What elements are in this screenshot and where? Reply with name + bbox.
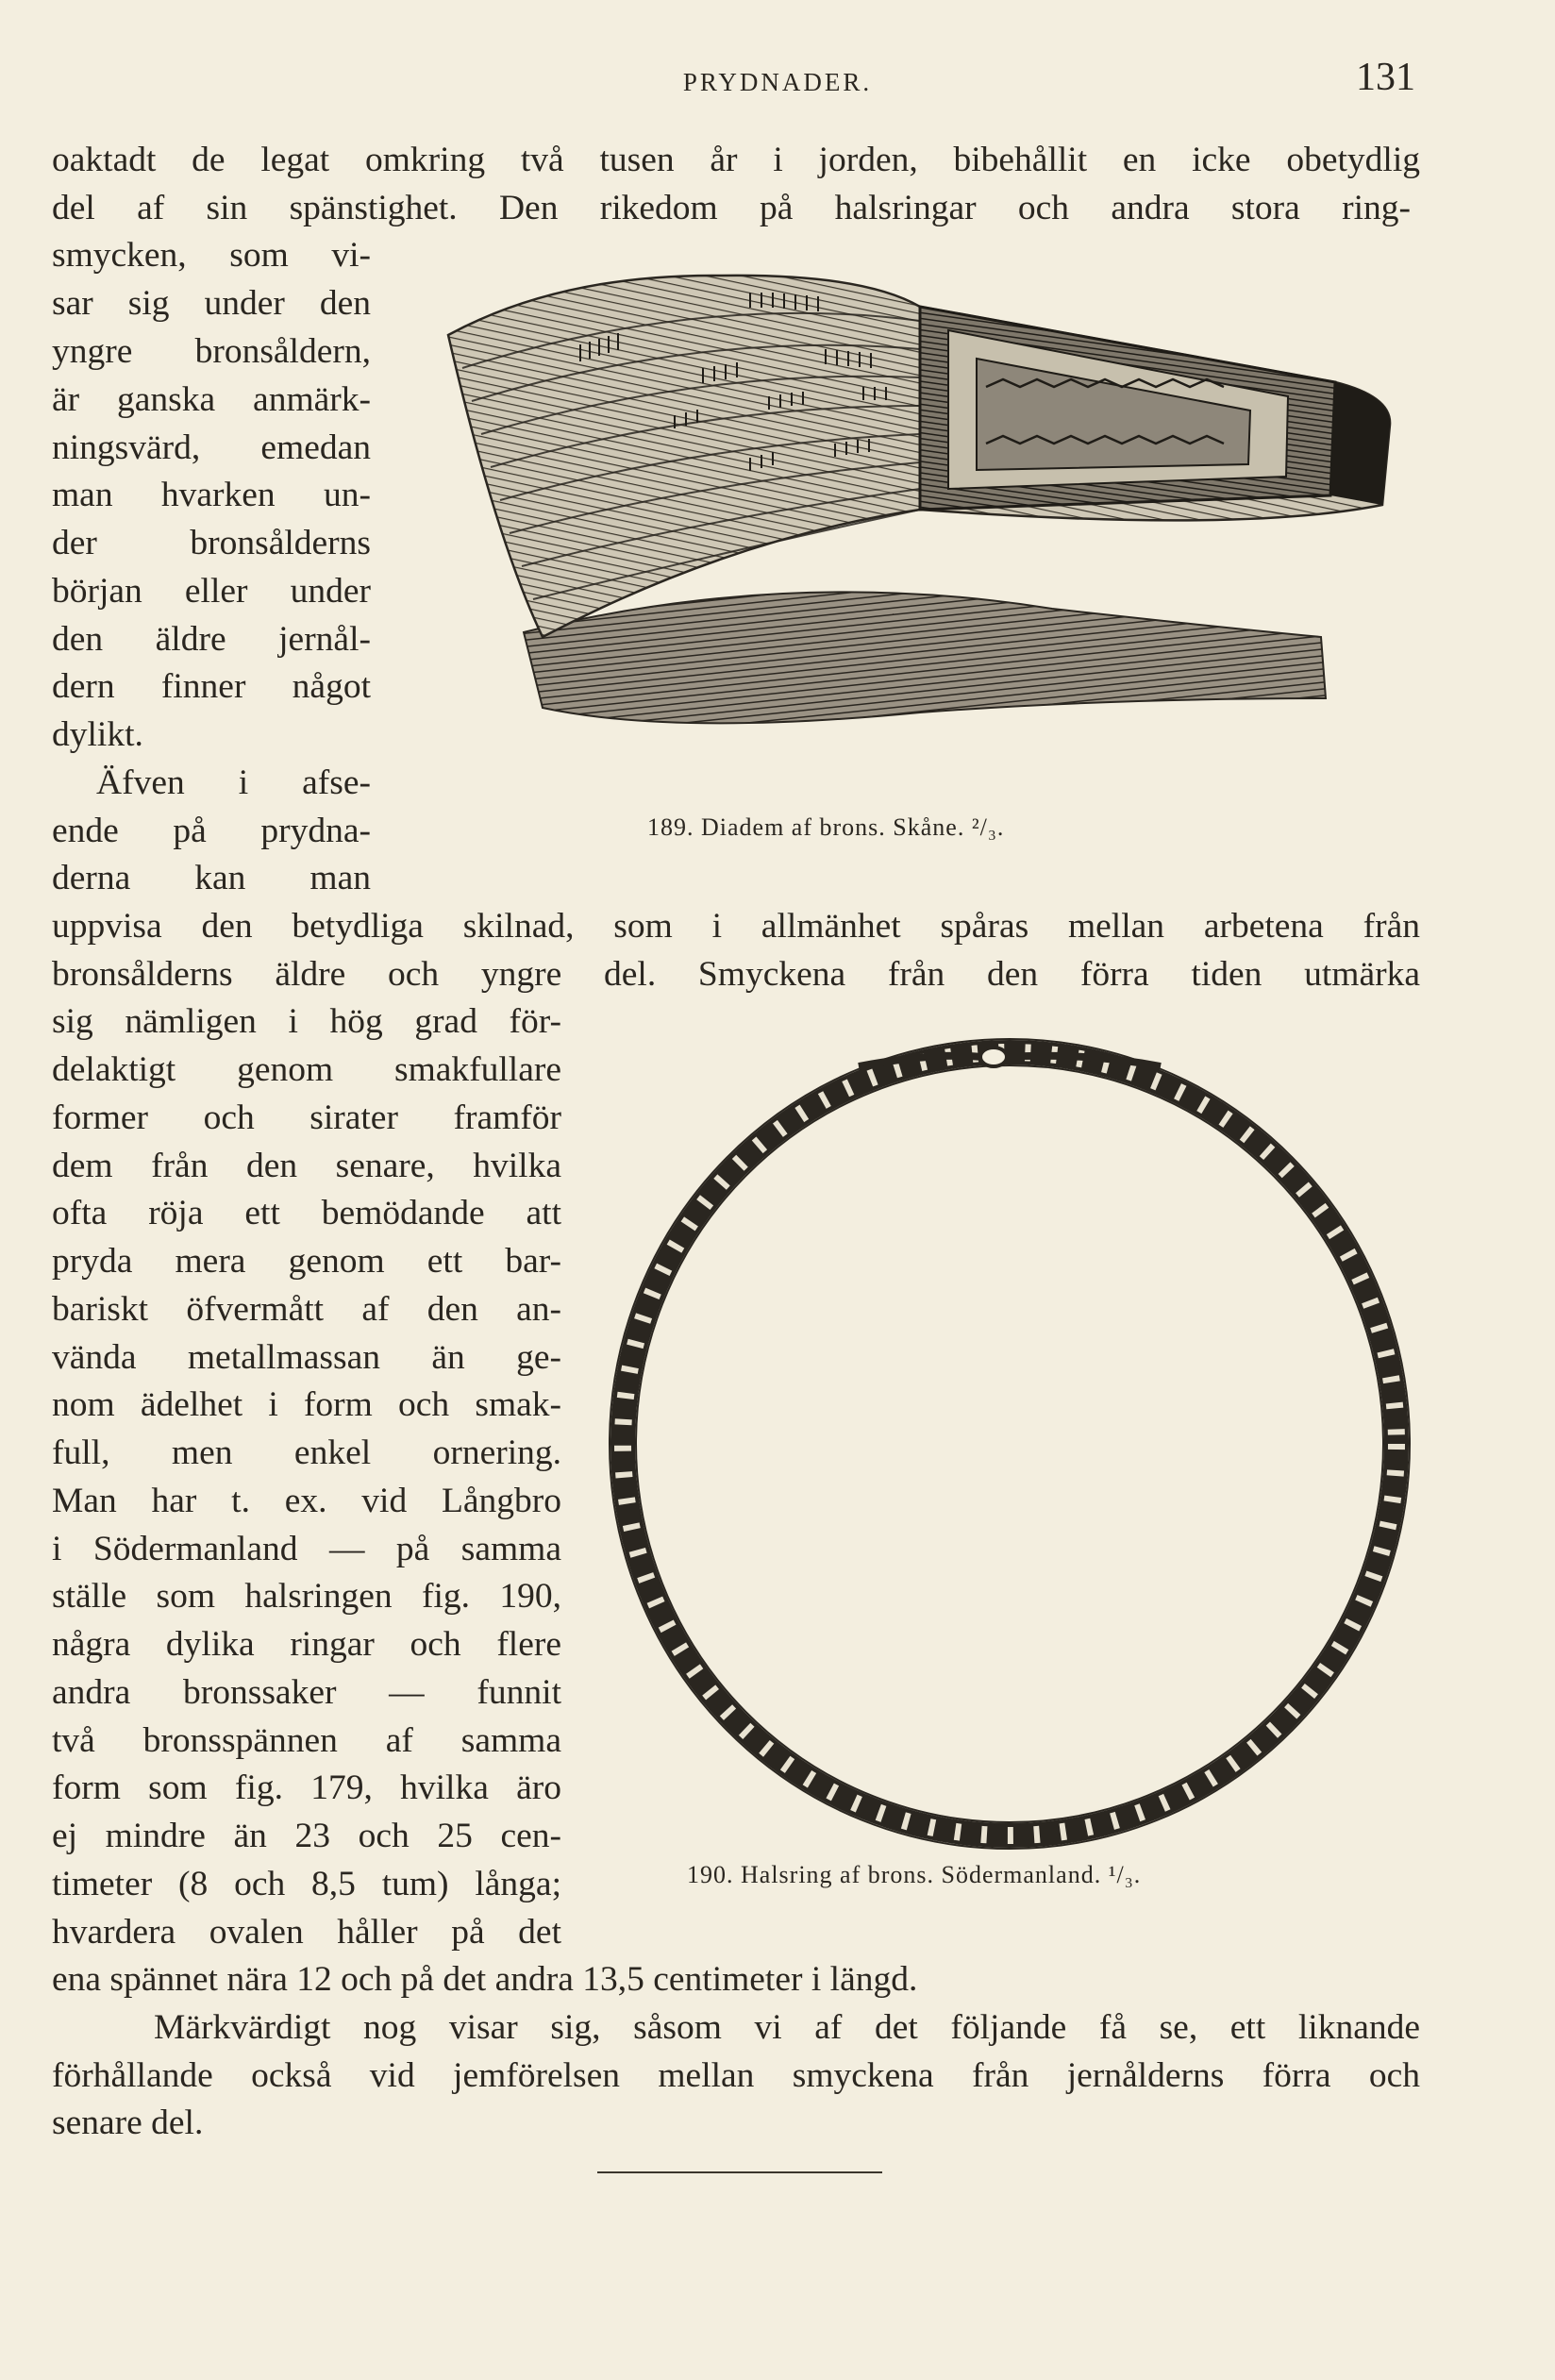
text-line: der bronsålderns (52, 524, 371, 562)
text-line: i Södermanland — på samma (52, 1530, 561, 1568)
text-line: ende på prydna- (52, 812, 371, 850)
text-line: andra bronssaker — funnit (52, 1673, 561, 1712)
text-line: delaktigt genom smakfullare (52, 1050, 561, 1089)
text-line: ofta röja ett bemödande att (52, 1194, 561, 1232)
text-line: Märkvärdigt nog visar sig, såsom vi af det följande få se, ett liknande (154, 2008, 1420, 2047)
text-line: början eller under (52, 572, 371, 611)
text-line: bronsålderns äldre och yngre del. Smyckena från den förra tiden utmärka (52, 955, 1420, 994)
text-line: ningsvärd, emedan (52, 428, 371, 467)
text-line: ena spännet nära 12 och på det andra 13,5 centimeter i längd. (52, 1960, 918, 1999)
text-line: senare del. (52, 2103, 204, 2142)
text-line: full, men enkel ornering. (52, 1433, 561, 1472)
text-line: Äfven i afse- (96, 763, 371, 802)
text-line: bariskt öfvermått af den an- (52, 1290, 561, 1329)
text-line: hvardera ovalen håller på det (52, 1913, 561, 1952)
figure-189-caption: 189. Diadem af brons. Skåne. ²/₃. (647, 813, 1005, 841)
text-line: den äldre jernål- (52, 620, 371, 659)
text-line: sig nämligen i hög grad för- (52, 1002, 561, 1041)
page-number: 131 (1356, 56, 1415, 99)
text-line: former och sirater framför (52, 1098, 561, 1137)
text-line: smycken, som vi- (52, 236, 371, 275)
text-line: sar sig under den (52, 284, 371, 323)
text-line: några dylika ringar och flere (52, 1625, 561, 1664)
text-line: form som fig. 179, hvilka äro (52, 1768, 561, 1807)
text-line: oaktadt de legat omkring två tusen år i jorden, bibehållit en icke obetydlig (52, 141, 1420, 179)
text-line: ställe som halsringen fig. 190, (52, 1577, 561, 1616)
text-line: vända metallmassan än ge- (52, 1338, 561, 1377)
diadem-illustration (392, 255, 1411, 746)
neck-ring-illustration (594, 1014, 1425, 1864)
text-line: yngre bronsåldern, (52, 332, 371, 371)
text-line: dern finner något (52, 667, 371, 706)
text-line: derna kan man (52, 859, 371, 897)
text-line: två bronsspännen af samma (52, 1721, 561, 1760)
text-line: man hvarken un- (52, 476, 371, 514)
text-line: är ganska anmärk- (52, 380, 371, 419)
end-rule (597, 2171, 882, 2173)
text-line: förhållande också vid jemförelsen mellan smyckena från jernålderns förra och (52, 2056, 1420, 2095)
figure-190-caption: 190. Halsring af brons. Södermanland. ¹/₃. (687, 1861, 1142, 1888)
running-header: PRYDNADER. (682, 68, 873, 96)
text-line: ej mindre än 23 och 25 cen- (52, 1817, 561, 1855)
text-line: uppvisa den betydliga skilnad, som i allmänhet spåras mellan arbetena från (52, 907, 1420, 946)
text-line: nom ädelhet i form och smak- (52, 1385, 561, 1424)
text-line: timeter (8 och 8,5 tum) långa; (52, 1865, 561, 1903)
text-line: dylikt. (52, 715, 143, 754)
text-line: Man har t. ex. vid Långbro (52, 1482, 561, 1520)
text-line: del af sin spänstighet. Den rikedom på halsringar och andra stora ring- (52, 189, 1411, 227)
text-line: dem från den senare, hvilka (52, 1147, 561, 1185)
text-line: pryda mera genom ett bar- (52, 1242, 561, 1281)
